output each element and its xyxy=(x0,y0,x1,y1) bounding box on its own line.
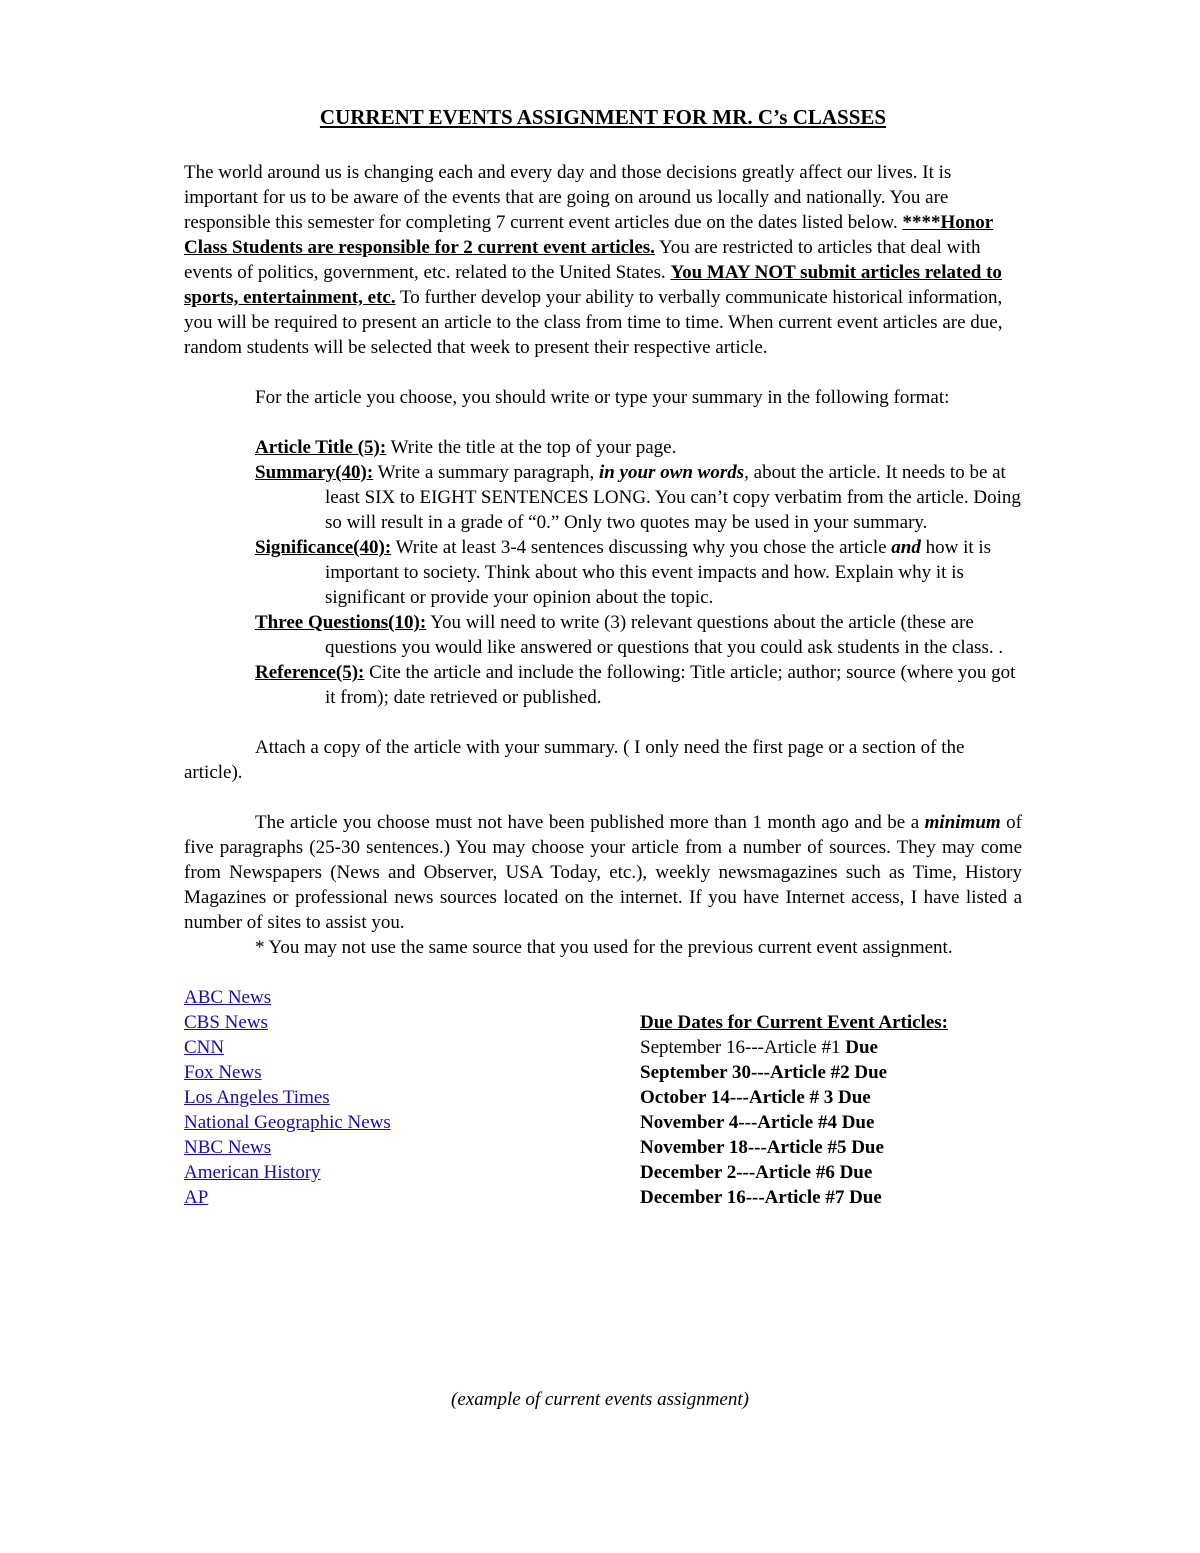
section-text: You will need to write (3) relevant questions about the article (these are questions you would like answered or questions that you could ask students in the class. . xyxy=(325,612,1004,658)
sources-and-due-dates xyxy=(184,985,1022,1210)
section-text: Write at least 3-4 sentences discussing why you chose the article xyxy=(391,537,892,558)
example-caption: (example of current events assignment) xyxy=(451,1389,749,1410)
format-sections xyxy=(255,435,1022,710)
format-intro: For the article you choose, you should write or type your summary in the following format: xyxy=(255,387,950,408)
section-emphasis: and xyxy=(891,537,921,558)
due-date-item: November 4---Article #4 Due xyxy=(640,1112,875,1133)
restriction-note: You MAY NOT submit articles related to sports, entertainment, etc. xyxy=(184,262,1002,308)
section-label: Article Title (5): xyxy=(255,437,387,458)
section-significance xyxy=(255,535,1022,610)
section-text: how it is important to society. Think about who this event impacts and how. Explain why it is significant or provide your opinion about the topic. xyxy=(325,537,992,608)
section-text: Write the title at the top of your page. xyxy=(386,437,677,458)
section-summary xyxy=(255,460,1022,535)
link-cbs-news[interactable]: CBS News xyxy=(184,1012,268,1033)
due-date-item: November 18---Article #5 Due xyxy=(640,1137,884,1158)
source-note: * You may not use the same source that you used for the previous current event assignment. xyxy=(255,937,953,958)
section-text: Write a summary paragraph, xyxy=(373,462,599,483)
intro-paragraph xyxy=(184,160,1022,360)
link-fox-news[interactable]: Fox News xyxy=(184,1062,262,1083)
due-date-item: December 2---Article #6 Due xyxy=(640,1162,873,1183)
section-reference xyxy=(255,660,1022,710)
due-date-item xyxy=(640,1035,948,1060)
section-label: Three Questions(10): xyxy=(255,612,427,633)
link-national-geographic-news[interactable]: National Geographic News xyxy=(184,1112,391,1133)
link-abc-news[interactable]: ABC News xyxy=(184,987,272,1008)
section-label: Significance(40): xyxy=(255,537,392,558)
attach-paragraph: Attach a copy of the article with your summary. ( I only need the first page or a section of the article). xyxy=(184,737,965,783)
section-text: , about the article. It needs to be at least SIX to EIGHT SENTENCES LONG. You can’t copy verbatim from the article. Doing so will result in a grade of “0.” Only two quotes may be used in your summary. xyxy=(325,462,1021,533)
due-dates-list xyxy=(640,1010,948,1210)
document-body xyxy=(184,104,1022,1210)
link-ap[interactable]: AP xyxy=(184,1187,209,1208)
link-los-angeles-times[interactable]: Los Angeles Times xyxy=(184,1087,330,1108)
due-date-text: September 16---Article #1 xyxy=(640,1037,846,1058)
link-nbc-news[interactable]: NBC News xyxy=(184,1137,272,1158)
section-emphasis: in your own words xyxy=(598,462,745,483)
section-three-questions xyxy=(255,610,1022,660)
requirements-text-1: The article you choose must not have been published more than 1 month ago and be a xyxy=(255,812,925,833)
section-article-title xyxy=(255,435,1022,460)
intro-text-3: To further develop your ability to verbally communicate historical information, you will be required to present an article to the class from time to time. When current event articles are due, random students will be selected that week to present their respective article. xyxy=(184,287,1003,358)
due-date-due: Due xyxy=(845,1037,878,1058)
honor-class-note: ****Honor Class Students are responsible for 2 current event articles. xyxy=(184,212,994,258)
news-links xyxy=(184,985,391,1210)
due-date-item: December 16---Article #7 Due xyxy=(640,1187,882,1208)
intro-text-1: The world around us is changing each and every day and those decisions greatly affect our lives. It is important for us to be aware of the events that are going on around us locally and nationally. You are responsible this semester for completing 7 current event articles due on the dates listed below. xyxy=(184,162,952,233)
section-text: Cite the article and include the following: Title article; author; source (where you got it from); date retrieved or published. xyxy=(325,662,1016,708)
requirements-text-2: of five paragraphs (25-30 sentences.) You may choose your article from a number of sources. They may come from Newspapers (News and Observer, USA Today, etc.), weekly newsmagazines such as Time, History Magazines or professional news sources located on the internet. If you have Internet access, I have listed a number of sites to assist you. xyxy=(184,812,1022,933)
due-dates-heading: Due Dates for Current Event Articles: xyxy=(640,1012,948,1033)
link-cnn[interactable]: CNN xyxy=(184,1037,225,1058)
due-date-item: October 14---Article # 3 Due xyxy=(640,1087,871,1108)
requirements-paragraph xyxy=(184,810,1022,935)
section-label: Summary(40): xyxy=(255,462,374,483)
section-label: Reference(5): xyxy=(255,662,365,683)
intro-text-2: You are restricted to articles that deal with events of politics, government, etc. related to the United States. xyxy=(184,237,981,283)
document-title: CURRENT EVENTS ASSIGNMENT FOR MR. C’s CLASSES xyxy=(319,105,887,129)
requirements-emphasis: minimum xyxy=(924,812,1001,833)
link-american-history[interactable]: American History xyxy=(184,1162,321,1183)
due-date-item: September 30---Article #2 Due xyxy=(640,1062,888,1083)
